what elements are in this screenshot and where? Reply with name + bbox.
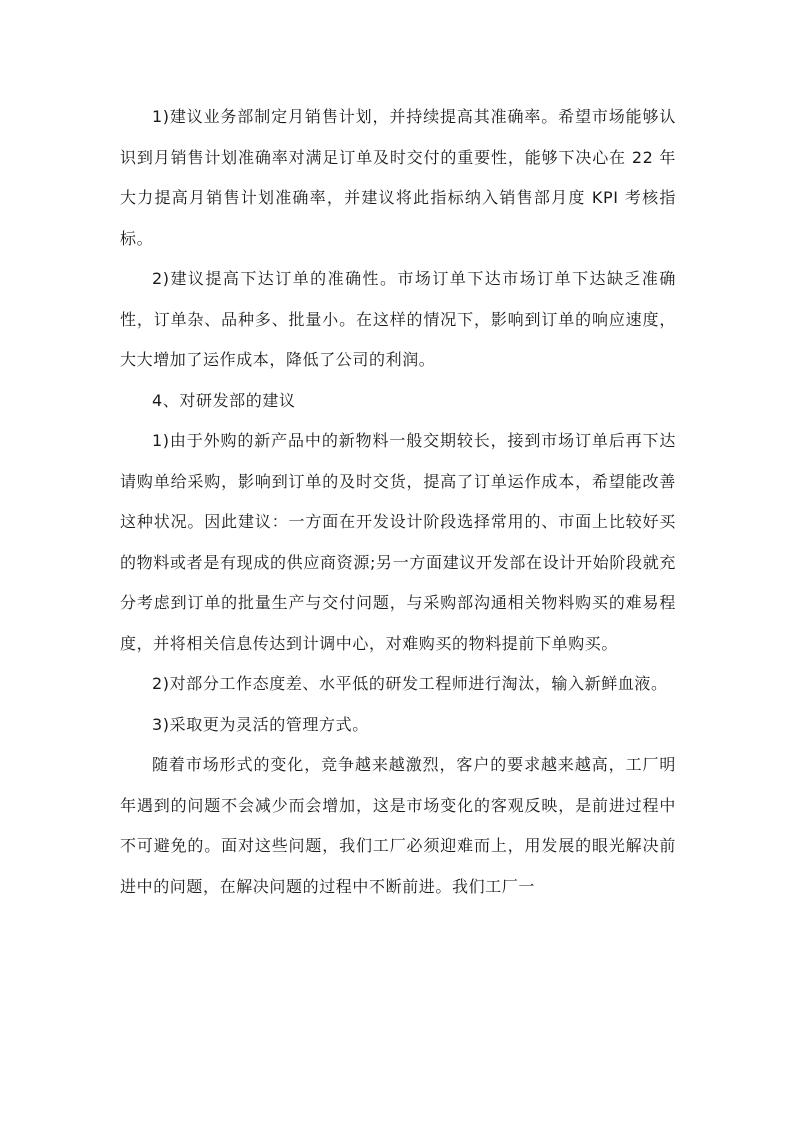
paragraph-market-outlook: 随着市场形式的变化，竞争越来越激烈，客户的要求越来越高，工厂明年遇到的问题不会减少而会增加，这是市场变化的客观反映，是前进过程中不可避免的。面对这些问题，我们工厂必须迎难而上，用发展的眼光解决前进中的问题，在解决问题的过程中不断前进。我们工厂一 [120, 755, 676, 896]
paragraph-order-accuracy: 2)建议提高下达订单的准确性。市场订单下达市场订单下达缺乏准确性，订单杂、品种多、批量小。在这样的情况下，影响到订单的响应速度，大大增加了运作成本，降低了公司的利润。 [120, 269, 676, 369]
paragraph-flexible-management: 3)采取更为灵活的管理方式。 [152, 714, 369, 734]
section-heading-rd-suggestions: 4、对研发部的建议 [152, 390, 296, 410]
paragraph-new-materials: 1)由于外购的新产品中的新物料一般交期较长，接到市场订单后再下达请购单给采购，影响到订单的及时交货，提高了订单运作成本，希望能改善这种状况。因此建议：一方面在开发设计阶段选择常用的、市面上比较好买的物料或者是有现成的供应商资源;另一方面建议开发部在设计开始阶段就充分考虑到订单的批量生产与交付问题，与采购部沟通相关物料购买的难易程度，并将相关信息传达到计调中心，对难购买的物料提前下单购买。 [120, 431, 676, 653]
document-body [120, 97, 676, 907]
paragraph-engineer-evaluation: 2)对部分工作态度差、水平低的研发工程师进行淘汰，输入新鲜血液。 [152, 674, 668, 693]
paragraph-sales-plan: 1)建议业务部制定月销售计划，并持续提高其准确率。希望市场能够认识到月销售计划准确率对满足订单及时交付的重要性，能够下决心在 22 年大力提高月销售计划准确率，并建议将此指标纳入销售部月度 KPI 考核指标。 [120, 107, 676, 248]
